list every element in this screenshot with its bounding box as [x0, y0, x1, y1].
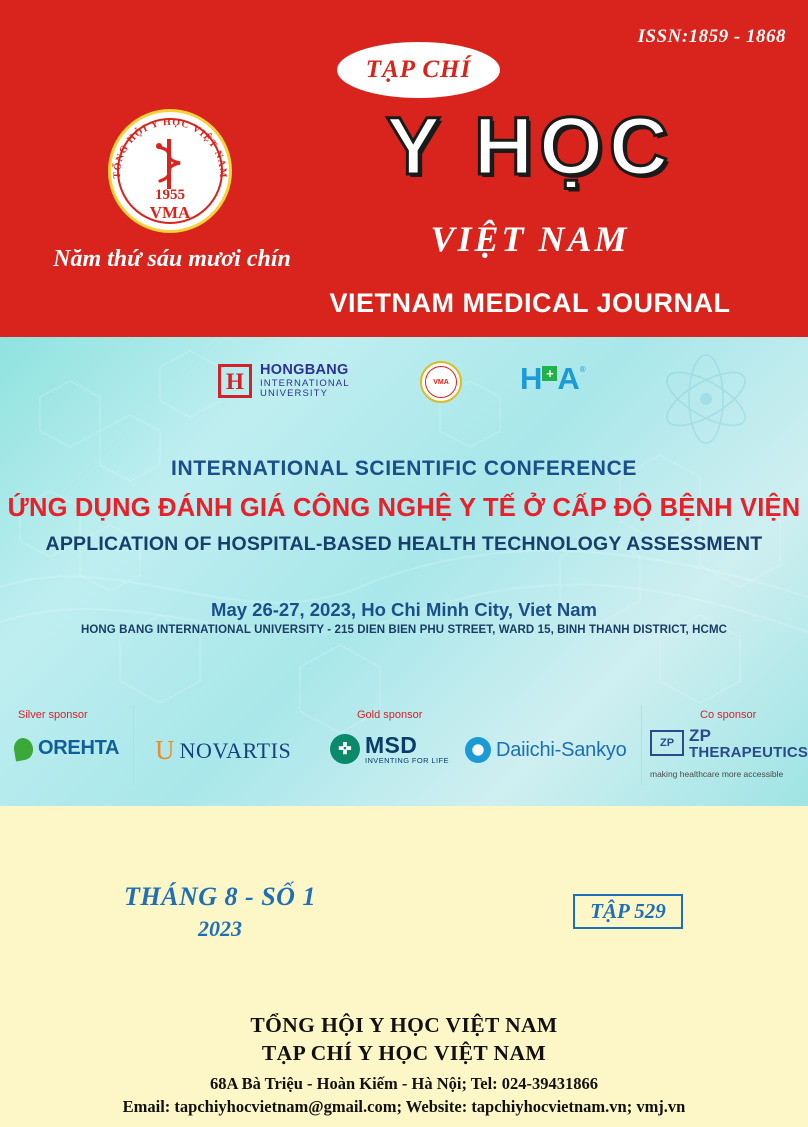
conference-title-vietnamese: ỨNG DỤNG ĐÁNH GIÁ CÔNG NGHỆ Y TẾ Ở CẤP ĐỘ BỆNH VIỆN: [7, 494, 801, 522]
silver-sponsor-label: Silver sponsor: [18, 709, 88, 721]
issue-volume-box: [573, 894, 683, 929]
hta-h-letter: H: [520, 361, 543, 396]
zp-tagline: making healthcare more accessible: [650, 769, 784, 779]
gold-sponsor-label: Gold sponsor: [357, 709, 423, 721]
tap-chi-label: TẠP CHÍ: [365, 56, 472, 83]
sponsor-zp-therapeutics: [650, 727, 808, 760]
publication-name: TẠP CHÍ Y HỌC VIỆT NAM: [261, 1041, 547, 1065]
conference-venue-address: HONG BANG INTERNATIONAL UNIVERSITY - 215 DIEN BIEN PHU STREET, WARD 15, BINH THANH DISTRICT, HCMC: [80, 624, 728, 636]
journal-title-english: VIETNAM MEDICAL JOURNAL: [329, 288, 731, 318]
hta-plus-icon: +: [542, 366, 557, 381]
publisher-contact: Email: tapchiyhocvietnam@gmail.com; Website: tapchiyhocvietnam.vn; vmj.vn: [122, 1097, 686, 1116]
novartis-label: NOVARTIS: [179, 737, 292, 763]
journal-title-sub: VIỆT NAM: [430, 219, 630, 259]
sponsor-daiichi-sankyo: [465, 737, 627, 763]
hongbang-line3: UNIVERSITY: [260, 387, 329, 399]
msd-mark-icon: ✜: [330, 734, 360, 764]
zp-line2: THERAPEUTICS: [689, 743, 808, 761]
hta-registered-icon: ®: [579, 365, 586, 374]
msd-label: MSD: [365, 732, 418, 758]
issn-text: ISSN:1859 - 1868: [637, 26, 786, 47]
issue-footer-panel: [0, 806, 808, 1127]
hongbang-mark-icon: H: [218, 364, 252, 398]
sponsor-row: [0, 705, 808, 795]
msd-tagline: INVENTING FOR LIFE: [365, 756, 449, 766]
sponsor-orehta: [14, 737, 119, 760]
zp-mark-icon: ZP: [650, 730, 684, 756]
svg-text:TỔNG HỘI Y HỌC VIỆT NAM: TỔNG HỘI Y HỌC VIỆT NAM: [111, 116, 229, 179]
issue-volume-label: TẬP 529: [590, 899, 666, 923]
journal-masthead: [0, 0, 808, 337]
conference-subtitle-english: APPLICATION OF HOSPITAL-BASED HEALTH TECHNOLOGY ASSESSMENT: [45, 533, 763, 555]
sponsor-divider: [133, 705, 134, 785]
issue-month-number: THÁNG 8 - SỐ 1: [124, 882, 316, 911]
journal-title-main: Y HỌC: [385, 101, 675, 192]
orehta-label: OREHTA: [38, 737, 120, 759]
conference-title-english: INTERNATIONAL SCIENTIFIC CONFERENCE: [171, 457, 637, 480]
hongbang-line1: HONGBANG: [260, 362, 349, 378]
sponsor-divider: [641, 705, 642, 785]
daiichi-mark-icon: [465, 737, 491, 763]
publisher-name: TỔNG HỘI Y HỌC VIỆT NAM: [250, 1013, 558, 1037]
rod-of-asclepius-icon: [152, 137, 188, 191]
hongbang-line2: INTERNATIONAL: [260, 377, 350, 389]
hta-a-letter: A: [557, 361, 580, 396]
sponsor-msd: [330, 733, 449, 765]
vma-small-mark-icon: VMA: [425, 366, 457, 398]
logo-abbreviation: VMA: [149, 203, 191, 222]
publisher-address: 68A Bà Triệu - Hoàn Kiếm - Hà Nội; Tel: 024-39431866: [209, 1074, 599, 1093]
vma-logo: [100, 107, 240, 237]
journal-year-line: Năm thứ sáu mươi chín: [53, 246, 291, 272]
logo-founded-year: 1955: [155, 187, 185, 203]
sponsor-novartis: [155, 737, 291, 764]
tap-chi-badge: [337, 42, 500, 98]
daiichi-label: Daiichi-Sankyo: [496, 738, 627, 761]
conference-banner: [0, 337, 808, 806]
conference-date-location: May 26-27, 2023, Ho Chi Minh City, Viet Nam: [211, 599, 597, 620]
novartis-mark-icon: U: [155, 735, 175, 765]
issue-year: 2023: [198, 916, 242, 941]
publisher-footer: [0, 1013, 808, 1117]
zp-line1: ZP: [689, 726, 712, 745]
vma-small-logo: [420, 361, 462, 403]
conference-logo-row: [0, 359, 808, 419]
orehta-leaf-icon: [12, 736, 35, 761]
hta-logo: [520, 363, 586, 395]
hongbang-university-logo: [218, 363, 350, 399]
co-sponsor-label: Co sponsor: [700, 709, 757, 721]
